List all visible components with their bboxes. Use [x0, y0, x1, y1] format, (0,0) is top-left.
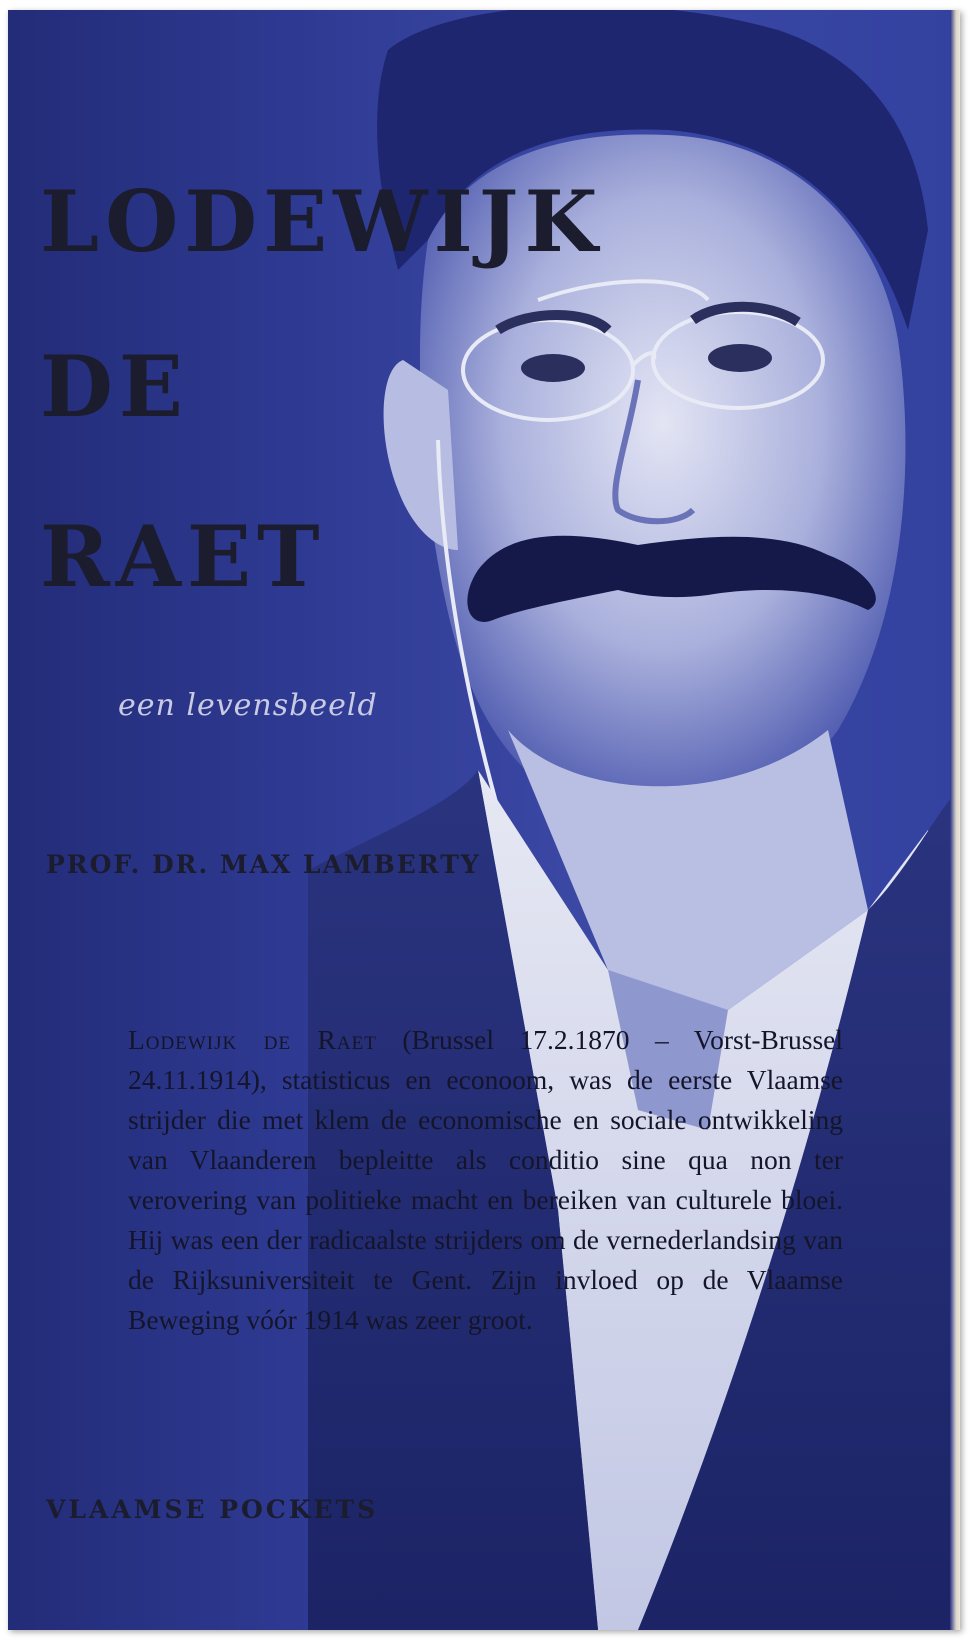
- book-cover: [8, 10, 960, 1630]
- title-line-1: LODEWIJK: [40, 172, 604, 271]
- blurb-paragraph: [128, 1020, 843, 1340]
- series-name: VLAAMSE POCKETS: [46, 1495, 379, 1524]
- page-edge: [950, 10, 960, 1630]
- title-line-3: RAET: [40, 507, 326, 606]
- author-name: PROF. DR. MAX LAMBERTY: [46, 850, 481, 879]
- title-line-2: DE: [40, 337, 189, 436]
- subtitle: een levensbeeld: [118, 688, 378, 723]
- blurb-text: (Brussel 17.2.1870 – Vorst-Brussel 24.11.1914), statisticus en econoom, was de eerste Vlaamse strijder die met klem de economische en sociale ontwikkeling van Vlaanderen bepleitte als conditio sine qua non ter verovering van politieke macht en bereiken van culturele bloei. Hij was een der radicaalste strijders om de vernederlandsing van de Rijksuniversiteit te Gent. Zijn invloed op de Vlaamse Beweging vóór 1914 was zeer groot.: [128, 1024, 843, 1335]
- blurb-subject-name: Lodewijk de Raet: [128, 1024, 377, 1055]
